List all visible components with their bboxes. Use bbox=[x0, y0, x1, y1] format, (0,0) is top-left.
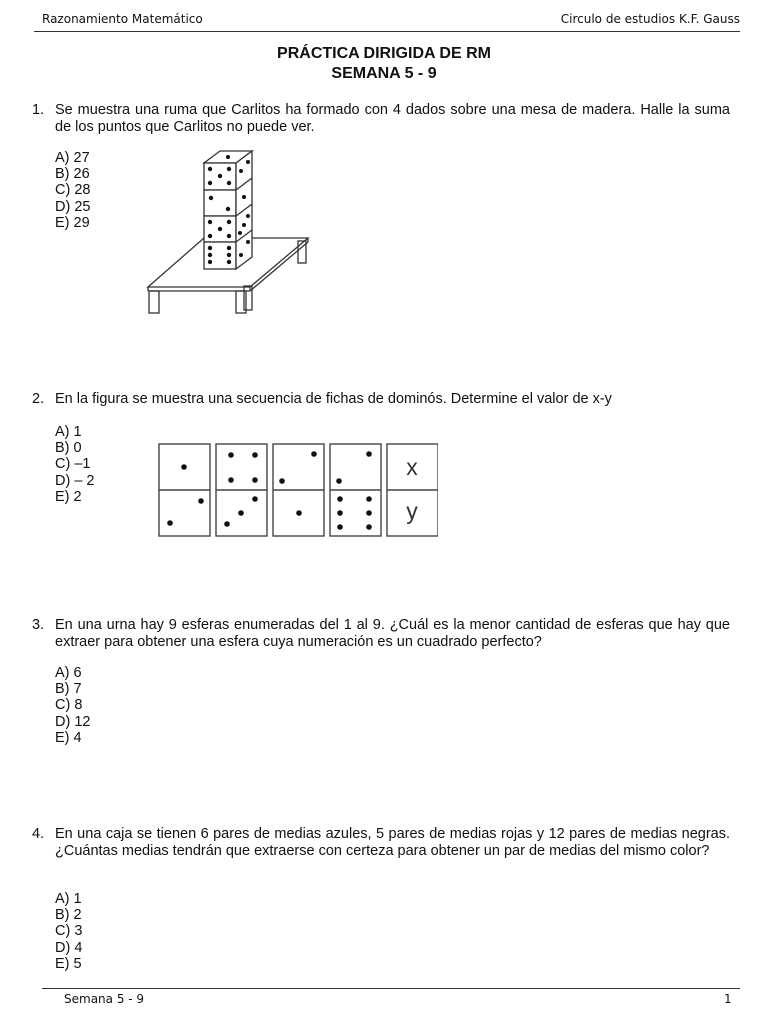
title-line-2: SEMANA 5 - 9 bbox=[331, 65, 437, 82]
header-course: Razonamiento Matemático bbox=[42, 12, 203, 26]
option: A) 1 bbox=[55, 424, 82, 440]
question-number: 3. bbox=[32, 617, 45, 633]
option: E) 29 bbox=[55, 214, 90, 231]
dice-stack-figure bbox=[140, 145, 320, 317]
question-3-options bbox=[55, 665, 90, 746]
question-text: Se muestra una ruma que Carlitos ha formado con 4 dados sobre una mesa de madera. Halle la suma de los puntos que Carlitos no puede ver. bbox=[55, 102, 730, 135]
option: E) 4 bbox=[55, 729, 82, 746]
option: D) – 2 bbox=[55, 472, 95, 489]
page-number: 1 bbox=[724, 992, 732, 1006]
option: B) 7 bbox=[55, 681, 82, 698]
domino-label-y: y bbox=[406, 498, 418, 524]
question-1-options bbox=[55, 150, 90, 231]
option: A) 6 bbox=[55, 665, 82, 681]
table-leg bbox=[149, 291, 159, 313]
header-institution: Circulo de estudios K.F. Gauss bbox=[560, 12, 740, 26]
option: C) 8 bbox=[55, 697, 83, 714]
die bbox=[204, 190, 236, 216]
question-text: En una caja se tienen 6 pares de medias azules, 5 pares de medias rojas y 12 pares de medias negras. ¿Cuántas medias tendrán que extraerse con certeza para obtener un par de medias del mismo color? bbox=[55, 826, 730, 859]
option: D) 12 bbox=[55, 713, 91, 730]
question-4-options bbox=[55, 891, 82, 972]
option: E) 2 bbox=[55, 488, 82, 505]
question-number: 4. bbox=[32, 826, 45, 842]
option: C) 3 bbox=[55, 923, 83, 940]
option: C) 28 bbox=[55, 182, 91, 199]
title-line-1: PRÁCTICA DIRIGIDA DE RM bbox=[277, 45, 491, 62]
page-title bbox=[0, 44, 768, 84]
option: D) 25 bbox=[55, 198, 91, 215]
question-number: 1. bbox=[32, 102, 45, 118]
option: B) 26 bbox=[55, 166, 90, 183]
option: A) 27 bbox=[55, 150, 90, 166]
page-header bbox=[42, 12, 740, 30]
option: B) 2 bbox=[55, 907, 82, 924]
question-2-options bbox=[55, 424, 95, 505]
option: C) –1 bbox=[55, 456, 91, 473]
option: A) 1 bbox=[55, 891, 82, 907]
domino-sequence-figure bbox=[158, 443, 438, 539]
question-text: En una urna hay 9 esferas enumeradas del 1 al 9. ¿Cuál es la menor cantidad de esferas que hay que extraer para obtener una esfera cuya numeración es un cuadrado perfecto? bbox=[55, 617, 730, 650]
option: D) 4 bbox=[55, 939, 83, 956]
header-rule bbox=[34, 31, 740, 32]
option: E) 5 bbox=[55, 955, 82, 972]
question-number: 2. bbox=[32, 391, 45, 407]
footer-week: Semana 5 - 9 bbox=[64, 992, 145, 1006]
footer-rule bbox=[42, 988, 740, 989]
option: B) 0 bbox=[55, 440, 82, 457]
domino-label-x: x bbox=[406, 454, 418, 480]
question-text: En la figura se muestra una secuencia de fichas de dominós. Determine el valor de x-y bbox=[55, 391, 612, 407]
